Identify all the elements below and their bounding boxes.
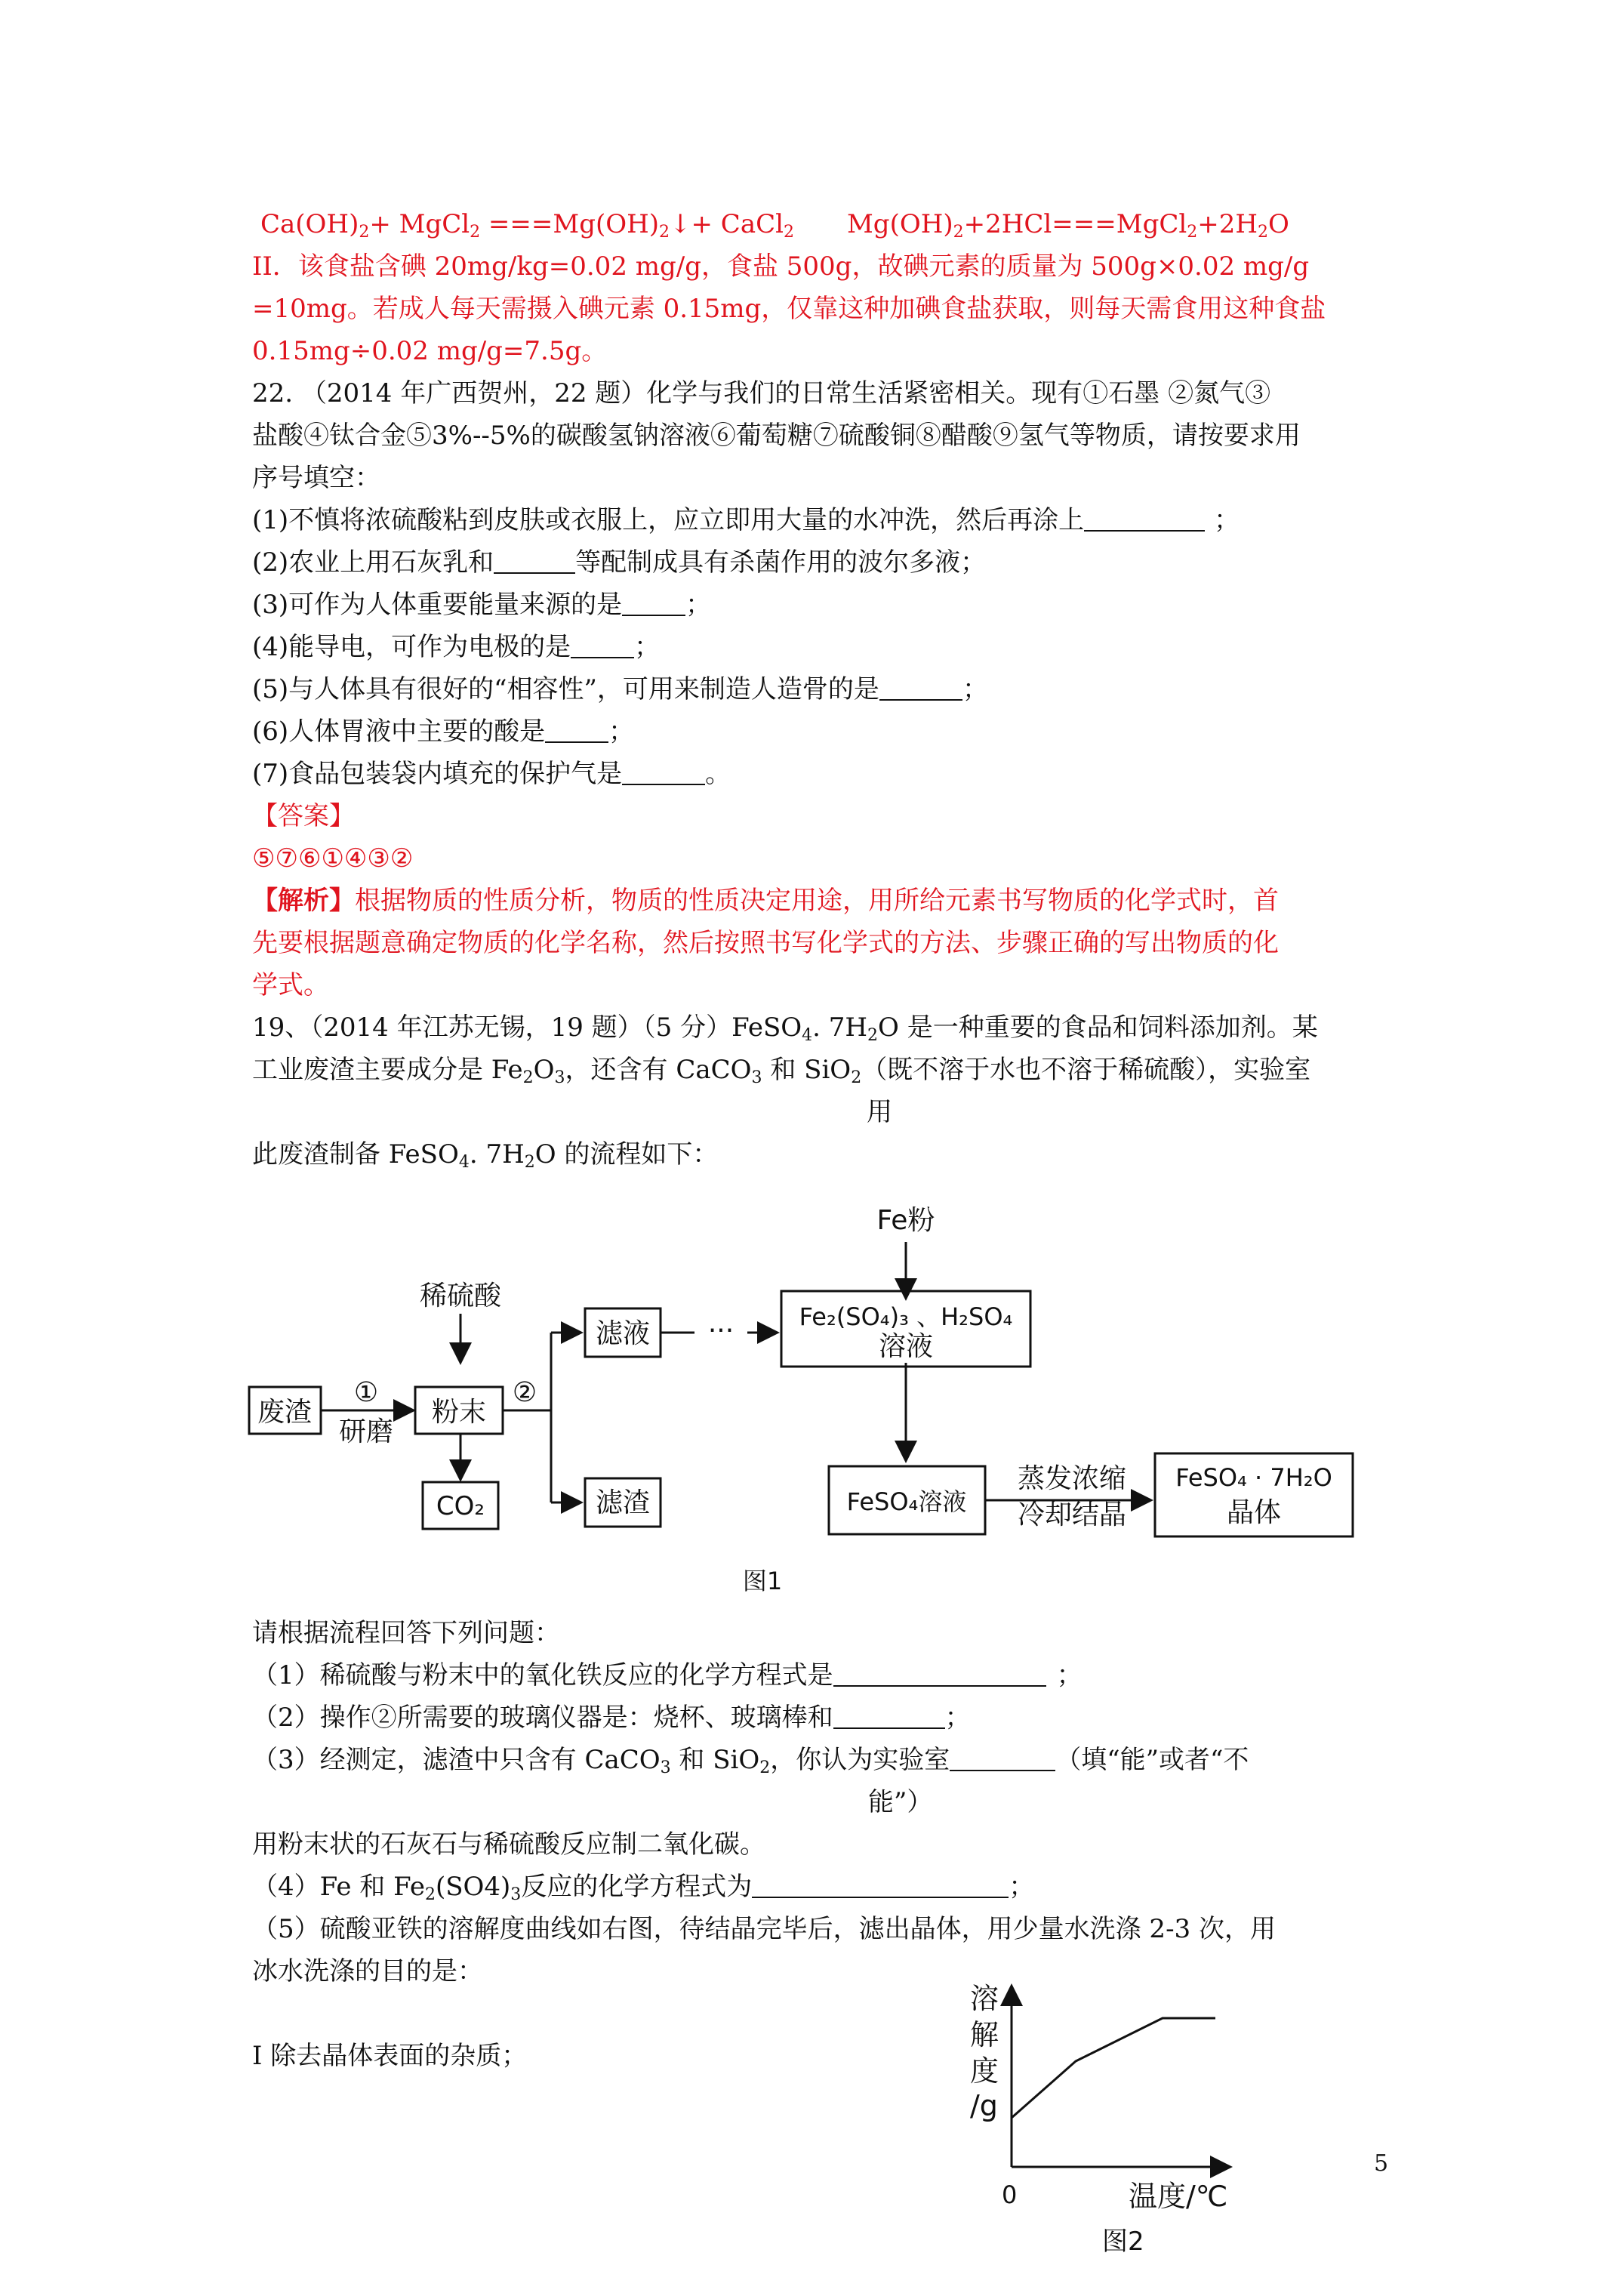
- label-crystal-2: 晶体: [1226, 1497, 1282, 1528]
- q19-part5-line2: 冰水洗涤的目的是：: [252, 1956, 483, 1986]
- analysis-line1: 【解析】根据物质的性质分析，物质的性质决定用途，用所给元素书写物质的化学式时，首: [252, 886, 1279, 916]
- q19-option1: Ⅰ 除去晶体表面的杂质；: [252, 2041, 528, 2071]
- q19-line3: 此废渣制备 FeSO$_4$. $7H_2O$ 的流程如下：: [252, 1139, 719, 1172]
- q22-item4: (4)能导电，可作为电极的是 ；: [252, 632, 661, 662]
- q19-part5-line1: （5）硫酸亚铁的溶解度曲线如右图，待结晶完毕后，滤出晶体，用少量水洗涤 2-3 次，用: [252, 1914, 1276, 1944]
- q19-part1: （1）稀硫酸与粉末中的氧化铁反应的化学方程式是 ；: [252, 1660, 1083, 1690]
- y-label-1: 溶: [970, 1982, 999, 2015]
- y-label-2: 解: [970, 2018, 999, 2051]
- label-residue: 滤渣: [595, 1487, 651, 1518]
- q22-item3: (3)可作为人体重要能量来源的是 ；: [252, 590, 712, 620]
- q19-line2: 工业废渣主要成分是 $Fe_2O_3$，还含有 CaCO$_3$ 和 SiO$_2$（既不溶于水也不溶于稀硫酸），实验室: [252, 1055, 1311, 1087]
- q19-line2-wrap: 用: [867, 1097, 892, 1127]
- answer-ii-line1: II．该食盐含碘 20mg/kg=0.02 mg/g，食盐 500g，故碘元素的质量为 500g×0.02 mg/g: [252, 251, 1310, 282]
- label-step2: ②: [512, 1377, 537, 1408]
- q19-part3-cont: 用粉末状的石灰石与稀硫酸反应制二氧化碳。: [252, 1829, 765, 1860]
- label-evaporate: 蒸发浓缩: [1017, 1463, 1127, 1494]
- label-dots: ···: [707, 1315, 735, 1346]
- q19-part4: （4）Fe 和 $Fe_2(SO4)_3$反应的化学方程式为 ；: [252, 1872, 1035, 1904]
- equation-line: $Ca(OH)_2+$ MgCl$_2$ $===Mg(OH)_2↓+$ CaCl$_2$ $Mg(OH)_2+2HCl===MgCl_2+2H_2O$: [260, 209, 1289, 242]
- label-filtrate: 滤液: [595, 1318, 651, 1349]
- answer-ii-line3: 0.15mg÷0.02 mg/g=7.5g。: [252, 336, 608, 366]
- label-step1: ①: [353, 1377, 379, 1408]
- flowchart-figure: [242, 1200, 1374, 1608]
- q19-part3: （3）经测定，滤渣中只含有 CaCO$_3$ 和 SiO$_2$，你认为实验室 （填“能”或者“不: [252, 1745, 1249, 1777]
- page-number: 5: [1374, 2150, 1389, 2177]
- label-waste: 废渣: [257, 1397, 313, 1428]
- q22-line1: 22. （2014 年广西贺州，22 题）化学与我们的日常生活紧密相关。现有①石墨 ②氮气③: [252, 378, 1271, 408]
- q19-prompt: 请根据流程回答下列问题：: [252, 1618, 560, 1648]
- q22-item1: (1)不慎将浓硫酸粘到皮肤或衣服上，应立即用大量的水冲洗，然后再涂上 ；: [252, 505, 1240, 535]
- q22-item7: (7)食品包装袋内填充的保护气是 。: [252, 759, 731, 789]
- label-solution-1: Fe₂(SO₄)₃ 、H₂SO₄: [799, 1302, 1013, 1331]
- origin-label: 0: [1002, 2180, 1018, 2209]
- label-cool: 冷却结晶: [1017, 1499, 1127, 1530]
- label-acid: 稀硫酸: [419, 1281, 502, 1311]
- label-fe-powder: Fe粉: [876, 1205, 935, 1236]
- q19-part2: （2）操作②所需要的玻璃仪器是：烧杯、玻璃棒和 ；: [252, 1703, 971, 1733]
- label-co2: CO₂: [436, 1491, 485, 1521]
- analysis-line2: 先要根据题意确定物质的化学名称，然后按照书写化学式的方法、步骤正确的写出物质的化: [252, 928, 1279, 958]
- q22-line2: 盐酸④钛合金⑤3%--5%的碳酸氢钠溶液⑥葡萄糖⑦硫酸铜⑧醋酸⑨氢气等物质，请按要求用: [252, 421, 1301, 451]
- answer-text: ⑤⑦⑥①④③②: [252, 843, 414, 874]
- figure1-caption: 图1: [742, 1567, 783, 1595]
- q19-line1: 19、（2014 年江苏无锡，19 题）（5 分）FeSO$_4$. $7H_2O$ 是一种重要的食品和饲料添加剂。某: [252, 1012, 1318, 1045]
- label-solution-2: 溶液: [878, 1331, 934, 1362]
- label-crystal-1: FeSO₄ · 7H₂O: [1175, 1463, 1332, 1492]
- analysis-line3: 学式。: [252, 970, 329, 1000]
- answer-ii-line2: =10mg。若成人每天需摄入碘元素 0.15mg，仅靠这种加碘食盐获取，则每天需食用这种食盐: [252, 294, 1326, 324]
- figure2-caption: 图2: [1102, 2227, 1144, 2257]
- solubility-figure: [947, 1963, 1264, 2265]
- q22-line3: 序号填空：: [252, 463, 380, 493]
- label-powder: 粉末: [431, 1397, 487, 1428]
- y-label-3: 度: [970, 2054, 999, 2088]
- q19-part3-wrap: 能”）: [868, 1787, 933, 1817]
- q22-item6: (6)人体胃液中主要的酸是 ；: [252, 717, 635, 747]
- y-label-4: /g: [970, 2089, 998, 2122]
- label-grind: 研磨: [338, 1416, 394, 1447]
- label-feso4-solution: FeSO₄溶液: [846, 1487, 967, 1516]
- answer-heading: 【答案】: [252, 801, 355, 831]
- x-label: 温度/℃: [1129, 2180, 1228, 2213]
- solubility-curve: [1012, 2018, 1215, 2118]
- q22-item2: (2)农业上用石灰乳和 等配制成具有杀菌作用的波尔多液；: [252, 547, 987, 578]
- q22-item5: (5)与人体具有很好的“相容性”，可用来制造人造骨的是 ；: [252, 674, 988, 704]
